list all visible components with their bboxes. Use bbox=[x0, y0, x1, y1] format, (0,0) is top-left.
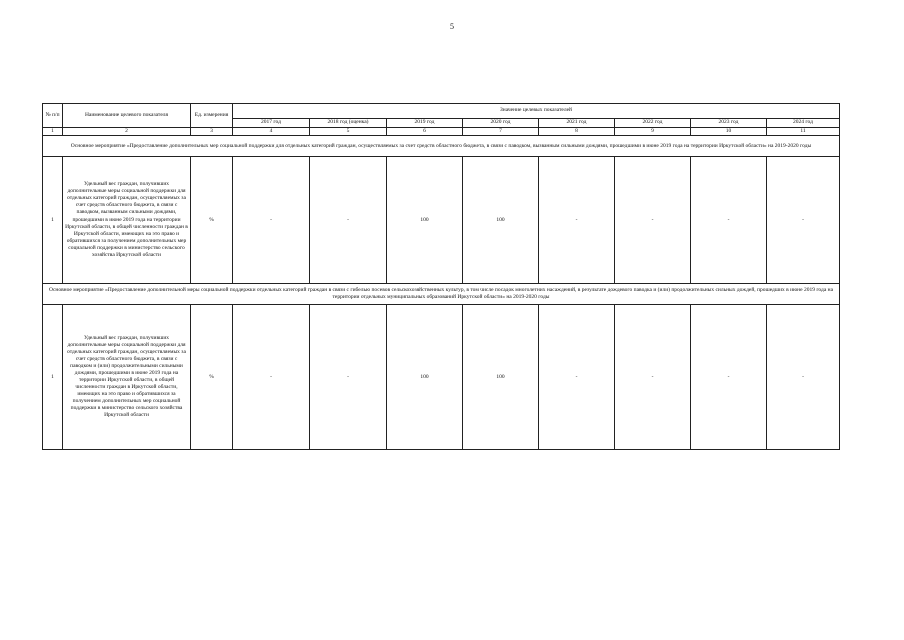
column-number: 10 bbox=[691, 128, 767, 136]
target-indicators-table bbox=[42, 103, 840, 450]
header-year: 2017 год bbox=[233, 119, 310, 128]
row-number: 1 bbox=[43, 305, 63, 450]
page-number: 5 bbox=[450, 22, 454, 31]
activity-title: Основное мероприятие «Предоставление дополнительной меры социальной поддержки отдельных категорий граждан в связи с гибелью посевов сельскохозяйственных культур, в том числе посадок многолетних насаждений, в результате дождевого паводка и (или) продолжительных сильных дождей, прошедших в июне 2019 года на территории отдельных муниципальных образований Иркутской области» на 2019-2020 годы bbox=[43, 284, 840, 305]
header-year: 2019 год bbox=[387, 119, 463, 128]
value-cell: - bbox=[310, 157, 387, 284]
header-year: 2020 год bbox=[463, 119, 539, 128]
column-number: 11 bbox=[767, 128, 840, 136]
value-cell: 100 bbox=[387, 157, 463, 284]
table-row bbox=[43, 157, 840, 284]
header-unit: Ед. измерения bbox=[191, 104, 233, 128]
value-cell: - bbox=[233, 157, 310, 284]
value-cell: - bbox=[615, 305, 691, 450]
row-number: 1 bbox=[43, 157, 63, 284]
column-number: 3 bbox=[191, 128, 233, 136]
value-cell: - bbox=[539, 305, 615, 450]
header-values-group: Значение целевых показателей bbox=[233, 104, 840, 119]
unit-cell: % bbox=[191, 305, 233, 450]
value-cell: - bbox=[539, 157, 615, 284]
header-year: 2022 год bbox=[615, 119, 691, 128]
header-name: Наименование целевого показателя bbox=[63, 104, 191, 128]
header-row bbox=[43, 104, 840, 119]
value-cell: 100 bbox=[463, 157, 539, 284]
column-number: 2 bbox=[63, 128, 191, 136]
column-number: 5 bbox=[310, 128, 387, 136]
column-number: 6 bbox=[387, 128, 463, 136]
value-cell: - bbox=[691, 157, 767, 284]
activity-title: Основное мероприятие «Предоставление дополнительных мер социальной поддержки для отдельных категорий граждан, осуществляемых за счет средств областного бюджета, в связи с паводком, вызванным сильными дождями, прошедшими в июне 2019 года на территории Иркутской области» на 2019-2020 годы bbox=[43, 136, 840, 157]
value-cell: - bbox=[767, 157, 840, 284]
value-cell: 100 bbox=[387, 305, 463, 450]
value-cell: - bbox=[310, 305, 387, 450]
activity-row bbox=[43, 284, 840, 305]
value-cell: - bbox=[615, 157, 691, 284]
column-numbers-row bbox=[43, 128, 840, 136]
table-row bbox=[43, 305, 840, 450]
header-year: 2021 год bbox=[539, 119, 615, 128]
unit-cell: % bbox=[191, 157, 233, 284]
value-cell: - bbox=[233, 305, 310, 450]
column-number: 4 bbox=[233, 128, 310, 136]
indicator-name: Удельный вес граждан, получивших дополнительные меры социальной поддержки для отдельных категорий граждан, осуществляемых за счет средств областного бюджета, в связи с паводком, вызванным сильными дождями, прошедшими в июне 2019 года на территории Иркутской области, в общей численности граждан в Иркутской области, имеющих на это право и обратившихся за получением дополнительных мер социальной поддержки в министерство сельского хозяйства Иркутской области bbox=[63, 157, 191, 284]
column-number: 8 bbox=[539, 128, 615, 136]
header-year: 2023 год bbox=[691, 119, 767, 128]
column-number: 9 bbox=[615, 128, 691, 136]
column-number: 7 bbox=[463, 128, 539, 136]
header-num: № п/п bbox=[43, 104, 63, 128]
activity-row bbox=[43, 136, 840, 157]
value-cell: - bbox=[767, 305, 840, 450]
indicator-name: Удельный вес граждан, получивших дополнительные меры социальной поддержки для отдельных категорий граждан, осуществляемых за счет средств областного бюджета, в связи с паводком и (или) продолжительными сильными дождями, прошедшими в июне 2019 года на территории Иркутской области, в общей численности граждан в Иркутской области, имеющих на это право и обратившихся за получением дополнительных мер социальной поддержки в министерство сельского хозяйства Иркутской области bbox=[63, 305, 191, 450]
value-cell: 100 bbox=[463, 305, 539, 450]
header-year: 2018 год (оценка) bbox=[310, 119, 387, 128]
value-cell: - bbox=[691, 305, 767, 450]
header-year: 2024 год bbox=[767, 119, 840, 128]
column-number: 1 bbox=[43, 128, 63, 136]
